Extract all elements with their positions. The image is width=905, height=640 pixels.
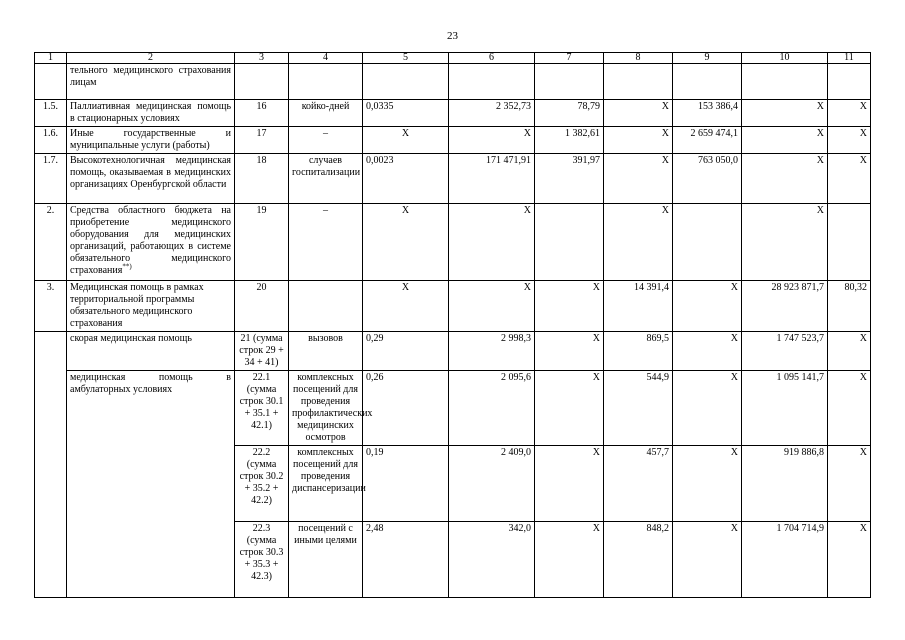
cell-col6: Х	[449, 281, 535, 332]
cell-col5: 0,29	[363, 332, 449, 371]
row-unit	[289, 64, 363, 100]
cell-col10	[742, 64, 828, 100]
cell-col6: 2 352,73	[449, 100, 535, 127]
cell-col8: 848,2	[604, 522, 673, 598]
cell-col10: Х	[742, 127, 828, 154]
cell-col8: 869,5	[604, 332, 673, 371]
cell-col6: 2 409,0	[449, 446, 535, 522]
row-unit: случаев госпитализации	[289, 154, 363, 204]
row-number: 2.	[35, 204, 67, 281]
cell-col9: 763 050,0	[673, 154, 742, 204]
cell-col6: 2 998,3	[449, 332, 535, 371]
row-code: 22.2 (сумма строк 30.2 + 35.2 + 42.2)	[235, 446, 289, 522]
cell-col10: 1 747 523,7	[742, 332, 828, 371]
cell-col9	[673, 64, 742, 100]
cell-col6: Х	[449, 204, 535, 281]
page-number: 23	[447, 30, 458, 42]
cell-col7: Х	[535, 281, 604, 332]
cell-col7: 391,97	[535, 154, 604, 204]
column-header: 7	[535, 53, 604, 64]
cell-col5: 0,26	[363, 371, 449, 446]
row-number: 1.5.	[35, 100, 67, 127]
row-code: 21 (сумма строк 29 + 34 + 41)	[235, 332, 289, 371]
row-number	[35, 332, 67, 598]
row-unit	[289, 281, 363, 332]
row-name: тельного медицинского страхования лицам	[67, 64, 235, 100]
row-name: Иные государственные и муниципальные услуги (работы)	[67, 127, 235, 154]
column-header: 9	[673, 53, 742, 64]
row-unit: вызовов	[289, 332, 363, 371]
cell-col6: Х	[449, 127, 535, 154]
row-number	[35, 64, 67, 100]
cell-col9: Х	[673, 281, 742, 332]
row-name-text: Средства областного бюджета на приобретение медицинского оборудования для медицинских организаций, работающих в системе обязательного медицинского страхования	[70, 205, 231, 276]
row-number: 1.6.	[35, 127, 67, 154]
row-name	[67, 204, 235, 281]
cell-col8: Х	[604, 127, 673, 154]
cell-col5: 2,48	[363, 522, 449, 598]
row-code: 16	[235, 100, 289, 127]
cell-col6: 171 471,91	[449, 154, 535, 204]
cell-col10: 28 923 871,7	[742, 281, 828, 332]
cell-col6: 2 095,6	[449, 371, 535, 446]
cell-col8	[604, 64, 673, 100]
cell-col10: Х	[742, 100, 828, 127]
cell-col5: Х	[363, 204, 449, 281]
row-code: 18	[235, 154, 289, 204]
table-row	[35, 100, 871, 127]
row-name: медицинская помощь в амбулаторных условиях	[67, 371, 235, 598]
cell-col11: Х	[828, 154, 871, 204]
cell-col9: 153 386,4	[673, 100, 742, 127]
column-header: 5	[363, 53, 449, 64]
cell-col9	[673, 204, 742, 281]
cell-col5: 0,0335	[363, 100, 449, 127]
table-row	[35, 64, 871, 100]
column-header: 3	[235, 53, 289, 64]
row-number: 3.	[35, 281, 67, 332]
cell-col6: 342,0	[449, 522, 535, 598]
cell-col5: Х	[363, 127, 449, 154]
cell-col11: Х	[828, 446, 871, 522]
cell-col11: Х	[828, 127, 871, 154]
cell-col6	[449, 64, 535, 100]
row-code: 20	[235, 281, 289, 332]
cell-col9: Х	[673, 446, 742, 522]
row-code: 22.3 (сумма строк 30.3 + 35.3 + 42.3)	[235, 522, 289, 598]
column-header: 2	[67, 53, 235, 64]
table-row	[35, 127, 871, 154]
row-name: Медицинская помощь в рамках территориальной программы обязательного медицинского страхования	[67, 281, 235, 332]
row-name: скорая медицинская помощь	[67, 332, 235, 371]
cell-col9: Х	[673, 371, 742, 446]
cell-col10: 1 704 714,9	[742, 522, 828, 598]
row-unit: койко-дней	[289, 100, 363, 127]
column-header: 6	[449, 53, 535, 64]
row-unit: –	[289, 204, 363, 281]
row-unit: комплексных посещений для проведения диспансеризации	[289, 446, 363, 522]
cell-col9: 2 659 474,1	[673, 127, 742, 154]
cell-col7: 78,79	[535, 100, 604, 127]
cell-col11	[828, 204, 871, 281]
cell-col5: Х	[363, 281, 449, 332]
cell-col7: Х	[535, 522, 604, 598]
cell-col5: 0,0023	[363, 154, 449, 204]
data-table	[34, 52, 871, 598]
cell-col9: Х	[673, 522, 742, 598]
cell-col9: Х	[673, 332, 742, 371]
cell-col7: 1 382,61	[535, 127, 604, 154]
cell-col8: Х	[604, 204, 673, 281]
cell-col10: 919 886,8	[742, 446, 828, 522]
cell-col10: Х	[742, 154, 828, 204]
table-row	[35, 154, 871, 204]
cell-col5: 0,19	[363, 446, 449, 522]
cell-col10: 1 095 141,7	[742, 371, 828, 446]
row-code: 22.1 (сумма строк 30.1 + 35.1 + 42.1)	[235, 371, 289, 446]
cell-col7	[535, 64, 604, 100]
row-unit: –	[289, 127, 363, 154]
cell-col7	[535, 204, 604, 281]
row-number: 1.7.	[35, 154, 67, 204]
cell-col8: Х	[604, 154, 673, 204]
row-name: Паллиативная медицинская помощь в стационарных условиях	[67, 100, 235, 127]
row-code: 17	[235, 127, 289, 154]
cell-col8: 544,9	[604, 371, 673, 446]
cell-col7: Х	[535, 446, 604, 522]
column-header: 8	[604, 53, 673, 64]
cell-col11: Х	[828, 100, 871, 127]
footnote-mark: **)	[122, 262, 132, 271]
row-name: Высокотехнологичная медицинская помощь, оказываемая в медицинских организациях Оренбургской области	[67, 154, 235, 204]
table-row	[35, 371, 871, 446]
cell-col5	[363, 64, 449, 100]
table-header-row	[35, 53, 871, 64]
row-unit: комплексных посещений для проведения профилактических медицинских осмотров	[289, 371, 363, 446]
cell-col8: Х	[604, 100, 673, 127]
cell-col11: Х	[828, 371, 871, 446]
cell-col11: Х	[828, 522, 871, 598]
cell-col10: Х	[742, 204, 828, 281]
column-header: 4	[289, 53, 363, 64]
table-row	[35, 281, 871, 332]
column-header: 10	[742, 53, 828, 64]
cell-col11	[828, 64, 871, 100]
table-row	[35, 204, 871, 281]
cell-col7: Х	[535, 371, 604, 446]
cell-col8: 14 391,4	[604, 281, 673, 332]
row-unit: посещений с иными целями	[289, 522, 363, 598]
row-code	[235, 64, 289, 100]
cell-col11: 80,32	[828, 281, 871, 332]
cell-col7: Х	[535, 332, 604, 371]
column-header: 1	[35, 53, 67, 64]
column-header: 11	[828, 53, 871, 64]
cell-col8: 457,7	[604, 446, 673, 522]
cell-col11: Х	[828, 332, 871, 371]
row-code: 19	[235, 204, 289, 281]
table-row	[35, 332, 871, 371]
